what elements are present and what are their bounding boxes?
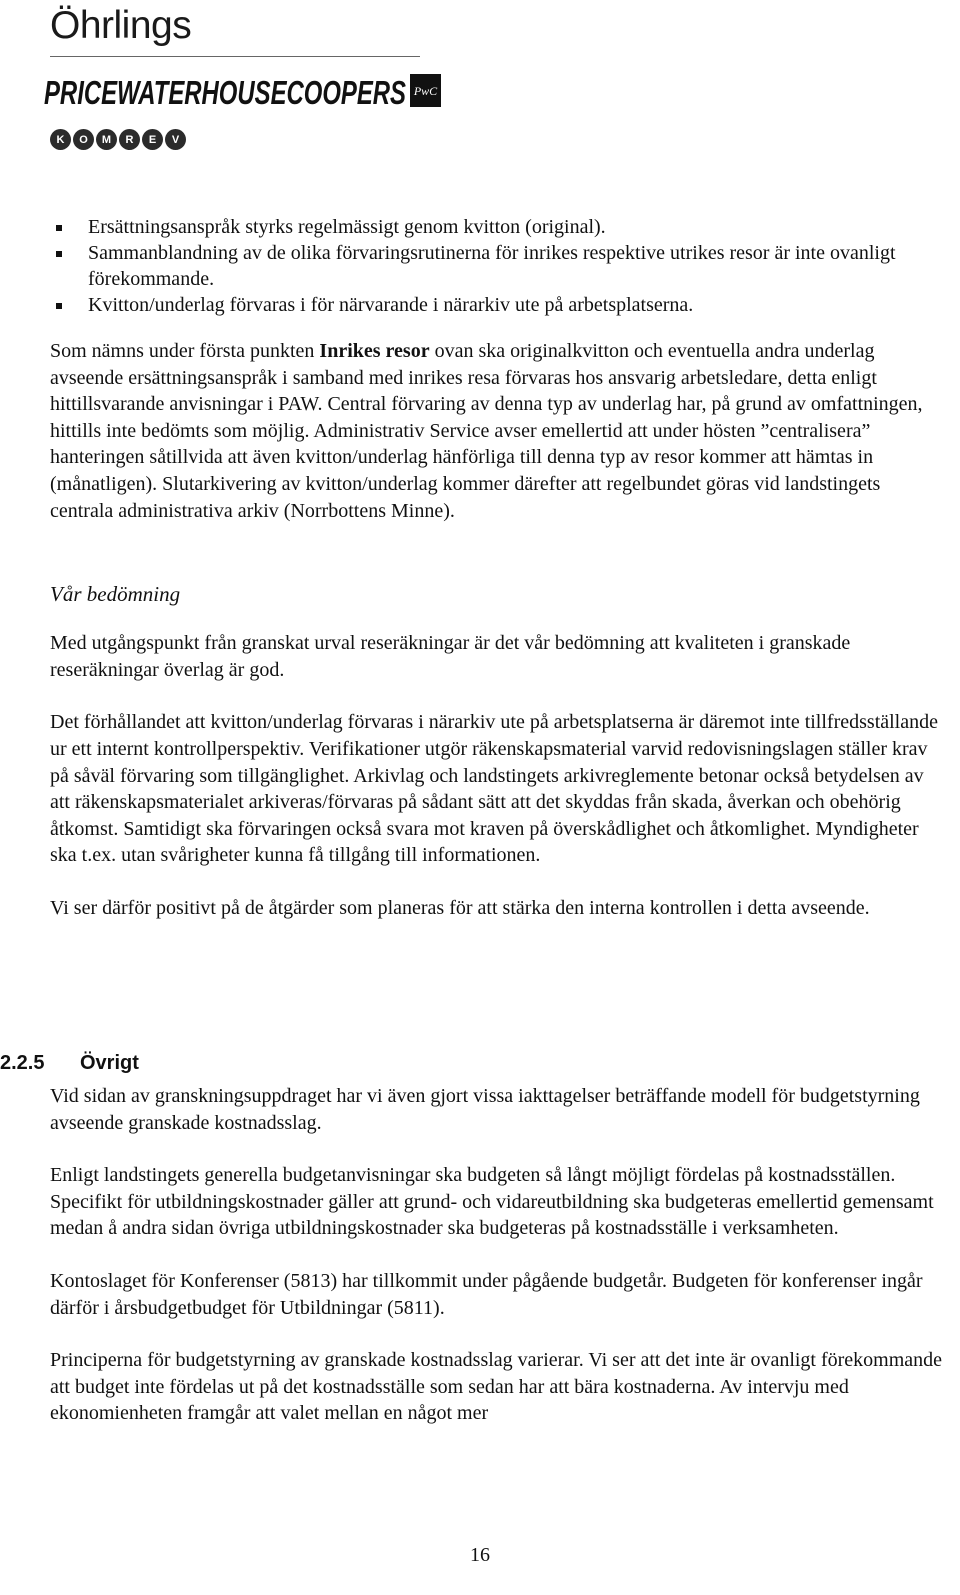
section-title: Övrigt xyxy=(80,1052,139,1074)
komrev-logo xyxy=(50,129,186,150)
paragraph: Vi ser därför positivt på de åtgärder som planeras för att stärka den interna kontrollen i detta avseende. xyxy=(50,896,870,919)
bold-term: Inrikes resor xyxy=(319,340,430,362)
header-divider xyxy=(50,56,420,57)
section-heading xyxy=(0,1052,139,1075)
pwc-logo-text: PRICEWATERHOUSECOOPERS xyxy=(44,74,406,111)
square-bullet-icon xyxy=(56,225,62,231)
paragraph: Som nämns under första punkten Inrikes resor ovan ska originalkvitton och eventuella andra underlag avseende ersättningsanspråk i samband med inrikes resa förvaras hos ansvarig arbetsledare, detta enligt hittillsvarande anvisningar i PAW. Central förvaring av denna typ av underlag har, på grund av omfattningen, hittills inte bedömts som möjlig. Administrativ Service avser emellertid att under hösten ”centralisera” hanteringen såtillvida att även kvitton/underlag hänförliga till denna typ av resor kommer att hämtas in (månatligen). Slutarkivering av kvitton/underlag kommer därefter att regelbundet göras vid landstingets centrala administrativa arkiv (Norrbottens Minne). xyxy=(50,340,923,522)
bullet-text: Kvitton/underlag förvaras i för närvarande i närarkiv ute på arbetsplatserna. xyxy=(88,294,694,316)
square-bullet-icon xyxy=(56,251,62,257)
pwc-logo xyxy=(44,64,444,116)
list-item xyxy=(50,214,945,240)
brand-name: Öhrlings xyxy=(50,4,192,47)
paragraph: Vid sidan av granskningsuppdraget har vi även gjort vissa iakttagelser beträffande modell för budgetstyrning avseende granskade kostnadsslag. xyxy=(50,1085,920,1134)
list-item xyxy=(50,240,945,292)
paragraph: Principerna för budgetstyrning av granskade kostnadsslag varierar. Vi ser att det inte är ovanligt förekommande att budget inte fördelas ut på det kostnadsställe som sedan har att bära kostnaderna. Av intervju med ekonomienheten framgår att valet mellan en något mer xyxy=(50,1349,943,1425)
komrev-letter: V xyxy=(165,129,186,150)
pwc-seal-text: PwC xyxy=(413,84,438,98)
list-item xyxy=(50,292,945,318)
komrev-letter: R xyxy=(119,129,140,150)
bullet-text: Ersättningsanspråk styrks regelmässigt genom kvitton (original). xyxy=(88,216,606,238)
square-bullet-icon xyxy=(56,303,62,309)
page-number: 16 xyxy=(470,1544,490,1566)
section-number: 2.2.5 xyxy=(0,1052,45,1074)
paragraph: Det förhållandet att kvitton/underlag förvaras i närarkiv ute på arbetsplatserna är däremot inte tillfredsställande ur ett internt kontrollperspektiv. Verifikationer utgör räkenskapsmaterial varvid redovisningslagen ställer krav på såväl förvaring som tillgänglighet. Arkivlag och landstingets arkivreglemente betonar också betydelsen av att räkenskapsmaterialet arkiveras/förvaras på sådant sätt att det skyddas från skada, åverkan och obehörig åtkomst. Samtidigt ska förvaringen också svara mot kraven på överskådlighet och åtkomlighet. Myndigheter ska t.ex. utan svårigheter kunna få tillgång till informationen. xyxy=(50,711,938,867)
paragraph: Enligt landstingets generella budgetanvisningar ska budgeten så långt möjligt fördelas på kostnadsställen. Specifikt för utbildningskostnader gäller att grund- och vidareutbildning ska budgeteras emellertid gemensamt medan å andra sidan övriga utbildningskostnader ska budgeteras på kostnadsställe i verksamheten. xyxy=(50,1164,934,1240)
komrev-letter: K xyxy=(50,129,71,150)
document-body xyxy=(50,214,945,922)
paragraph: Med utgångspunkt från granskat urval reseräkningar är det vår bedömning att kvaliteten i granskade reseräkningar överlag är god. xyxy=(50,632,851,681)
bullet-list xyxy=(50,214,945,318)
subheading: Vår bedömning xyxy=(50,582,181,607)
section-body xyxy=(50,1083,945,1427)
komrev-letter: M xyxy=(96,129,117,150)
komrev-letter: O xyxy=(73,129,94,150)
komrev-letter: E xyxy=(142,129,163,150)
paragraph: Kontoslaget för Konferenser (5813) har tillkommit under pågående budgetår. Budgeten för konferenser ingår därför i årsbudgetbudget för Utbildningar (5811). xyxy=(50,1269,923,1319)
bullet-text: Sammanblandning av de olika förvaringsrutinerna för inrikes respektive utrikes resor är inte ovanligt förekommande. xyxy=(88,242,896,290)
